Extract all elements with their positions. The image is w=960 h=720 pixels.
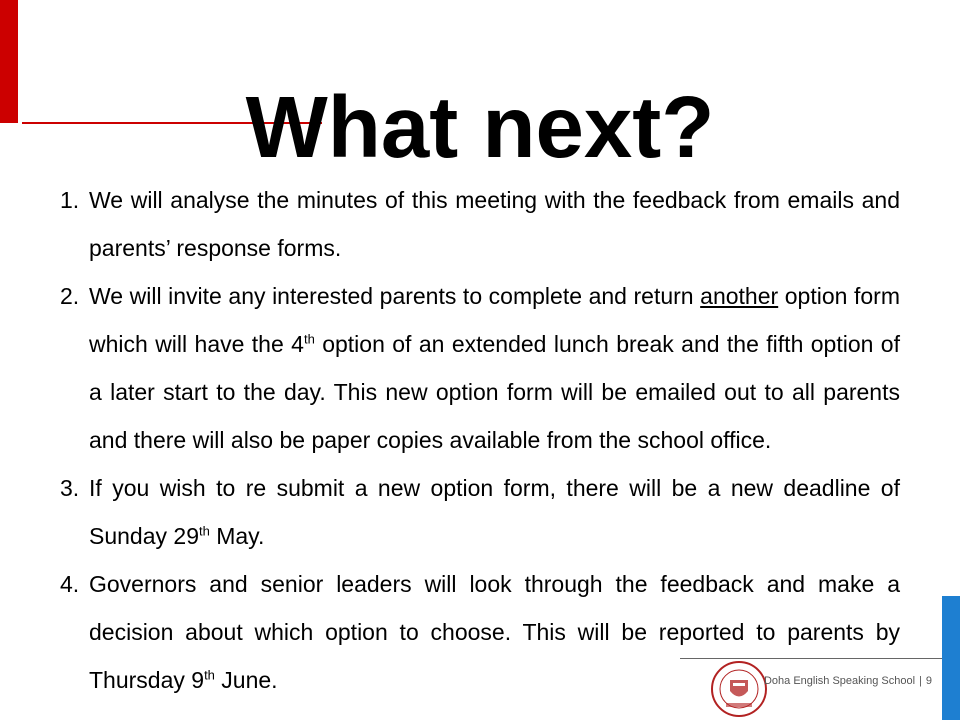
list-item: [60, 176, 900, 272]
list-item-text: We will analyse the minutes of this meeting with the feedback from emails and parents’ response forms.: [89, 187, 900, 261]
slide-footer: [680, 672, 932, 690]
next-steps-list: [60, 176, 900, 704]
list-item: [60, 464, 900, 560]
ordinal-suffix: th: [303, 331, 315, 347]
list-item-number: 3.: [60, 475, 80, 501]
ordinal-suffix: th: [204, 667, 215, 683]
list-item-text: option of an extended lunch break and the fifth option of a later start to the day. This new option form will be emailed out to all parents and there will also be paper copies available from the school office.: [89, 331, 900, 453]
list-item-text: If you wish to re submit a new option form, there will be a new deadline of Sunday 29: [89, 475, 900, 549]
underlined-word: another: [700, 283, 779, 309]
list-item-text: option form which will have the 4: [89, 283, 900, 357]
page-number: 9: [925, 675, 932, 687]
ordinal-suffix: th: [198, 523, 210, 539]
blue-accent-bar: [942, 596, 960, 720]
list-item-text: June.: [214, 667, 278, 693]
slide-title: What next?: [245, 79, 715, 176]
list-item-number: 4.: [60, 571, 80, 597]
footer-divider: [680, 658, 942, 659]
footer-school-name: Doha English Speaking School: [763, 675, 916, 687]
list-item-text: Governors and senior leaders will look through the feedback and make a decision about which option to choose. This will be reported to parents by Thursday 9: [89, 571, 900, 693]
list-item-text: May.: [209, 523, 265, 549]
list-item: [60, 272, 900, 464]
list-item-number: 2.: [60, 283, 80, 309]
footer-separator: |: [919, 675, 922, 687]
list-item-text: We will invite any interested parents to complete and return: [89, 283, 701, 309]
list-item-number: 1.: [60, 187, 80, 213]
